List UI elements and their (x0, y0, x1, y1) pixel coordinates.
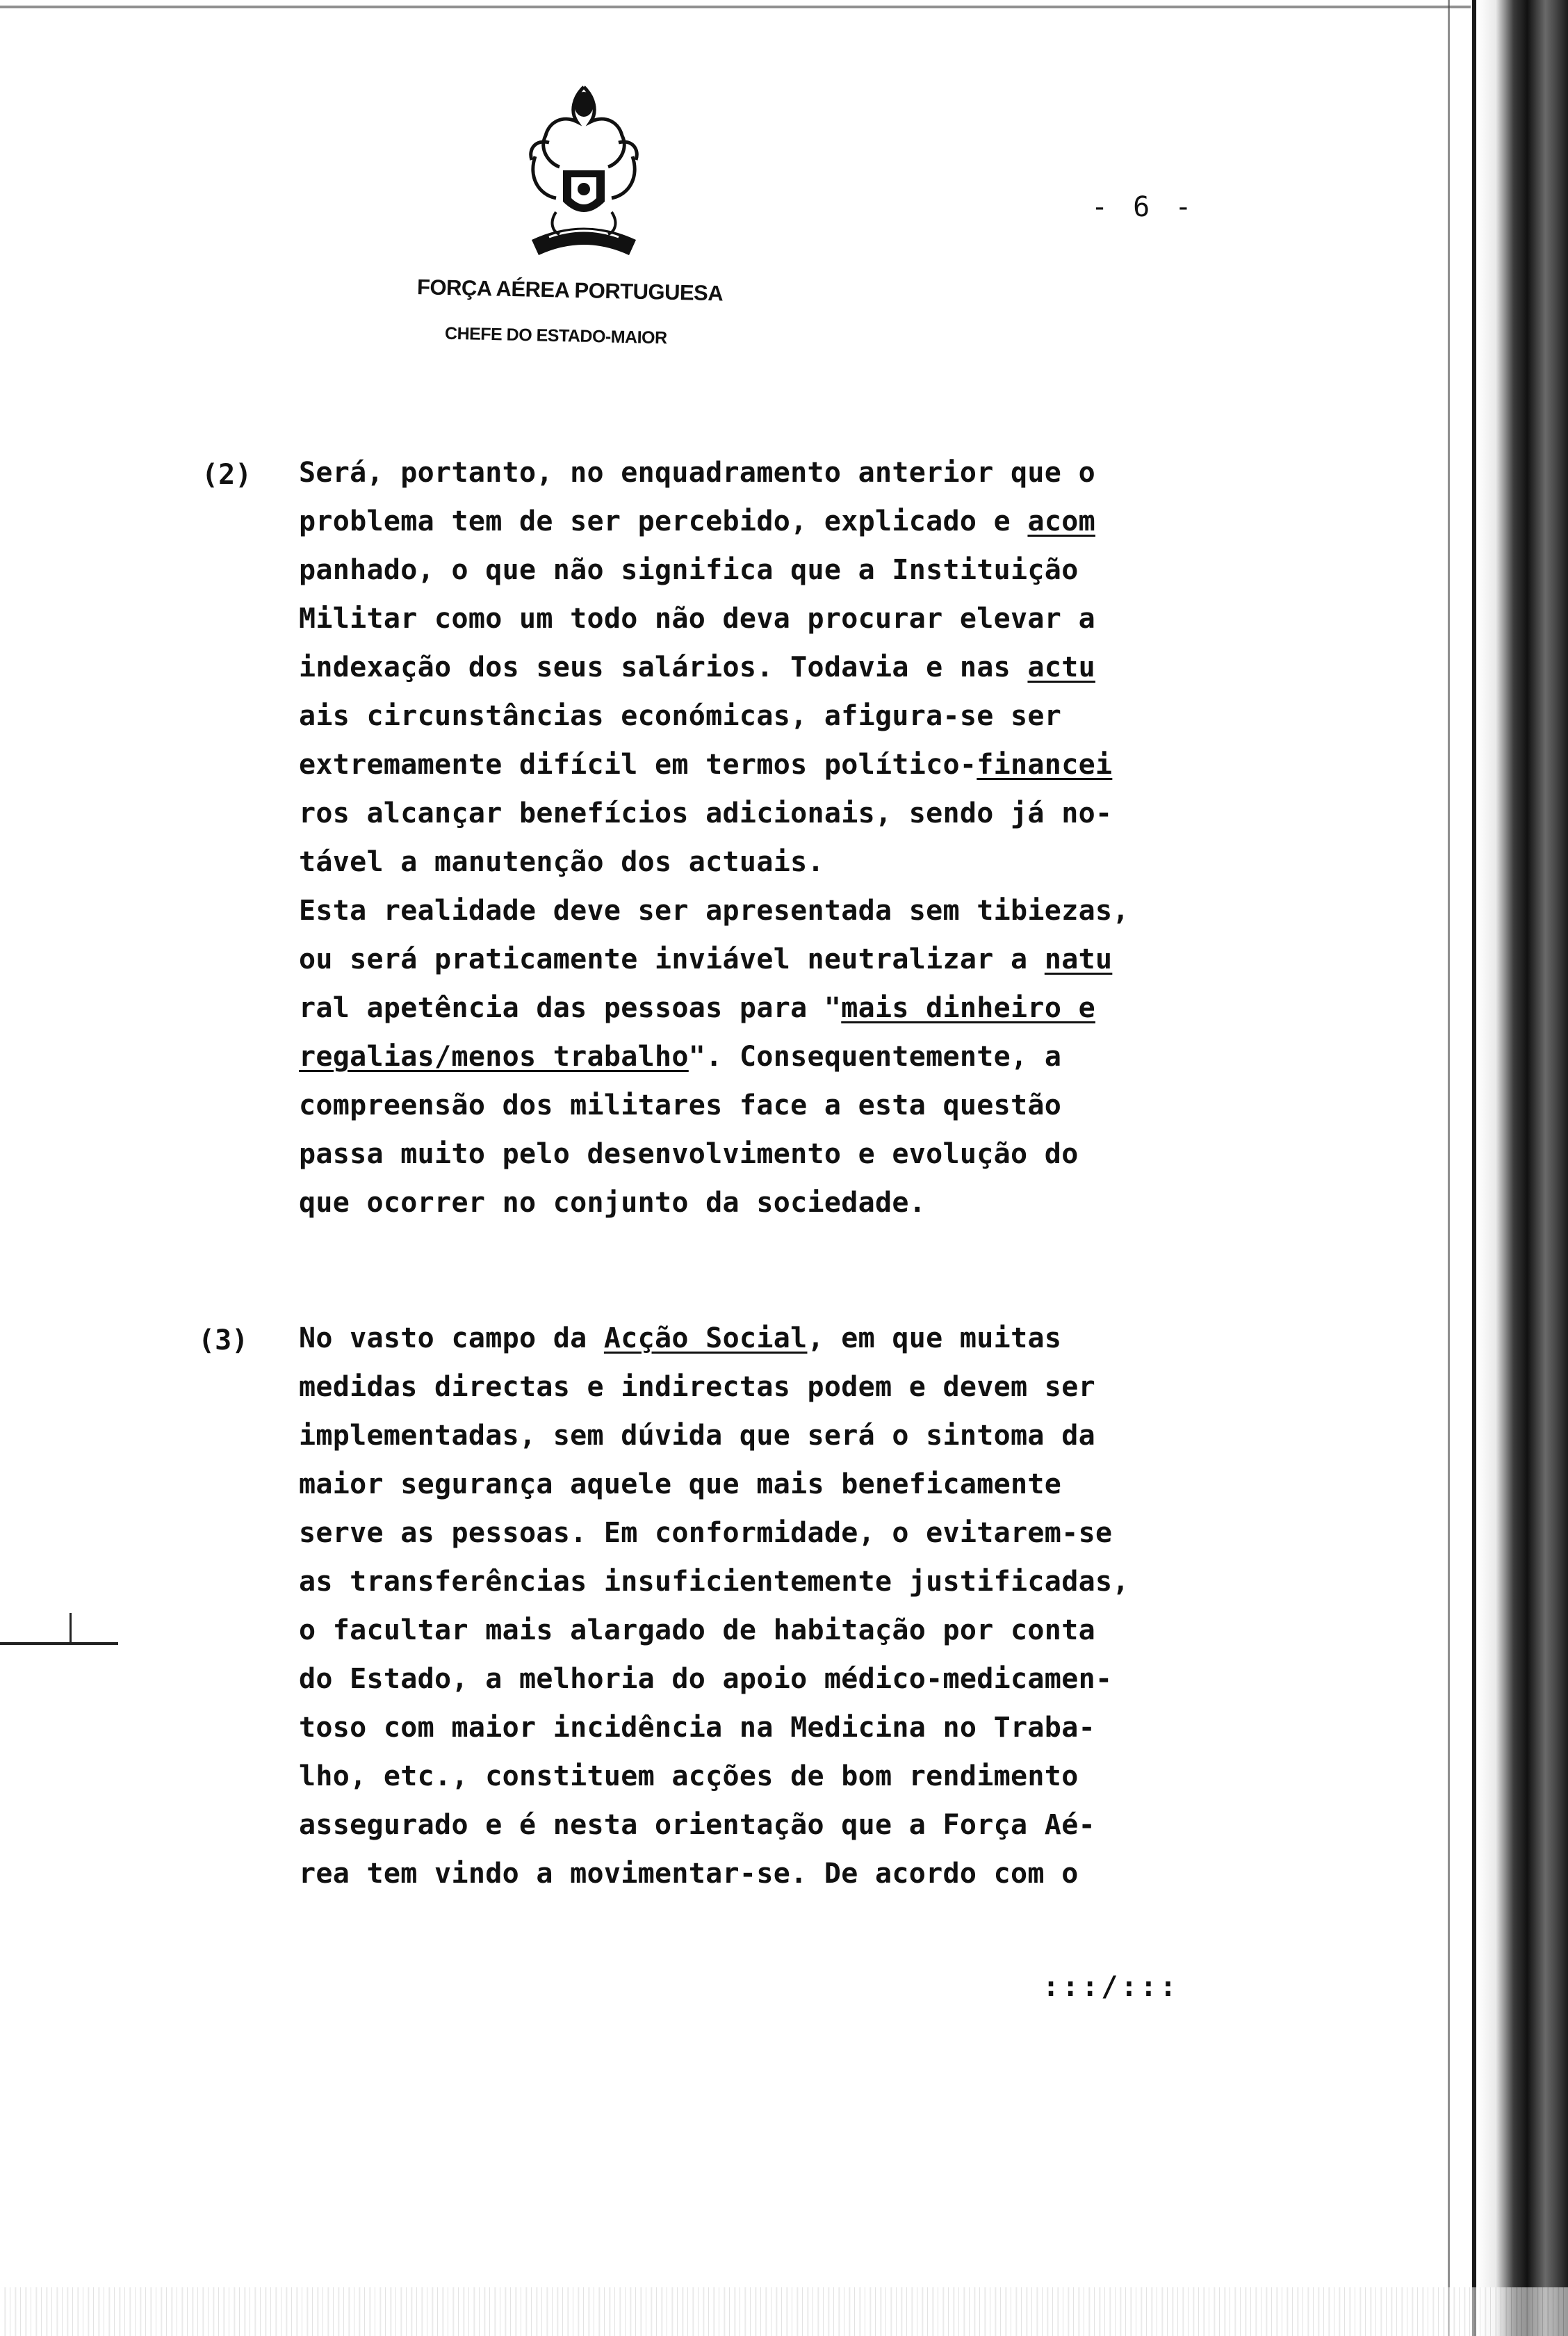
text-line: assegurado e é nesta orientação que a Força Aé- (299, 1809, 1095, 1841)
text-line: serve as pessoas. Em conformidade, o evitarem-se (299, 1517, 1113, 1549)
text-line: lho, etc., constituem acções de bom rendimento (299, 1760, 1079, 1792)
text-line: regalias/menos trabalho". Consequentemente, a (299, 1041, 1062, 1073)
text-line: Esta realidade deve ser apresentada sem tibiezas, (299, 895, 1129, 927)
scan-top-border (0, 6, 1471, 8)
scan-bottom-noise (0, 2287, 1568, 2336)
text-line: ral apetência das pessoas para "mais dinheiro e (299, 992, 1095, 1024)
text-line: ais circunstâncias económicas, afigura-se ser (299, 700, 1062, 732)
text-line: passa muito pelo desenvolvimento e evolução do (299, 1138, 1079, 1170)
text-line: que ocorrer no conjunto da sociedade. (299, 1187, 926, 1219)
text-line: No vasto campo da Acção Social, em que muitas (299, 1322, 1062, 1354)
text-line: toso com maior incidência na Medicina no Traba- (299, 1712, 1095, 1744)
text-line: do Estado, a melhoria do apoio médico-medicamen- (299, 1663, 1113, 1695)
scan-side-mark (0, 1642, 118, 1645)
scan-edge-line (1472, 0, 1476, 2336)
coat-of-arms-icon (507, 73, 660, 278)
continuation-mark: :::/::: (1043, 1971, 1179, 2003)
text-line: medidas directas e indirectas podem e devem ser (299, 1371, 1095, 1403)
text-line: as transferências insuficientemente justificadas, (299, 1566, 1129, 1598)
paragraph-marker: (3) (198, 1324, 249, 1356)
text-line: panhado, o que não significa que a Instituição (299, 554, 1079, 586)
text-line: rea tem vindo a movimentar-se. De acordo com o (299, 1858, 1079, 1890)
text-line: problema tem de ser percebido, explicado e acom (299, 505, 1095, 537)
text-line: maior segurança aquele que mais beneficamente (299, 1468, 1062, 1500)
text-line: tável a manutenção dos actuais. (299, 846, 824, 878)
organization-name: FORÇA AÉREA PORTUGUESA (416, 275, 724, 306)
text-line: indexação dos seus salários. Todavia e nas actu (299, 651, 1095, 683)
scan-side-mark (70, 1613, 72, 1645)
text-line: Será, portanto, no enquadramento anterior que o (299, 457, 1095, 489)
scan-edge-line (1448, 0, 1450, 2336)
office-title: CHEFE DO ESTADO-MAIOR (444, 323, 667, 348)
text-line: ros alcançar benefícios adicionais, sendo já no- (299, 797, 1113, 829)
text-line: compreensão dos militares face a esta questão (299, 1089, 1062, 1121)
scan-page-edge (1478, 0, 1568, 2336)
text-line: Militar como um todo não deva procurar elevar a (299, 603, 1095, 635)
text-line: extremamente difícil em termos político-financei (299, 749, 1113, 781)
paragraph-marker: (2) (202, 459, 252, 491)
text-line: ou será praticamente inviável neutralizar a natu (299, 943, 1113, 975)
text-line: o facultar mais alargado de habitação por conta (299, 1614, 1095, 1646)
page-number: - 6 - (1091, 191, 1196, 223)
text-line: implementadas, sem dúvida que será o sintoma da (299, 1420, 1095, 1452)
